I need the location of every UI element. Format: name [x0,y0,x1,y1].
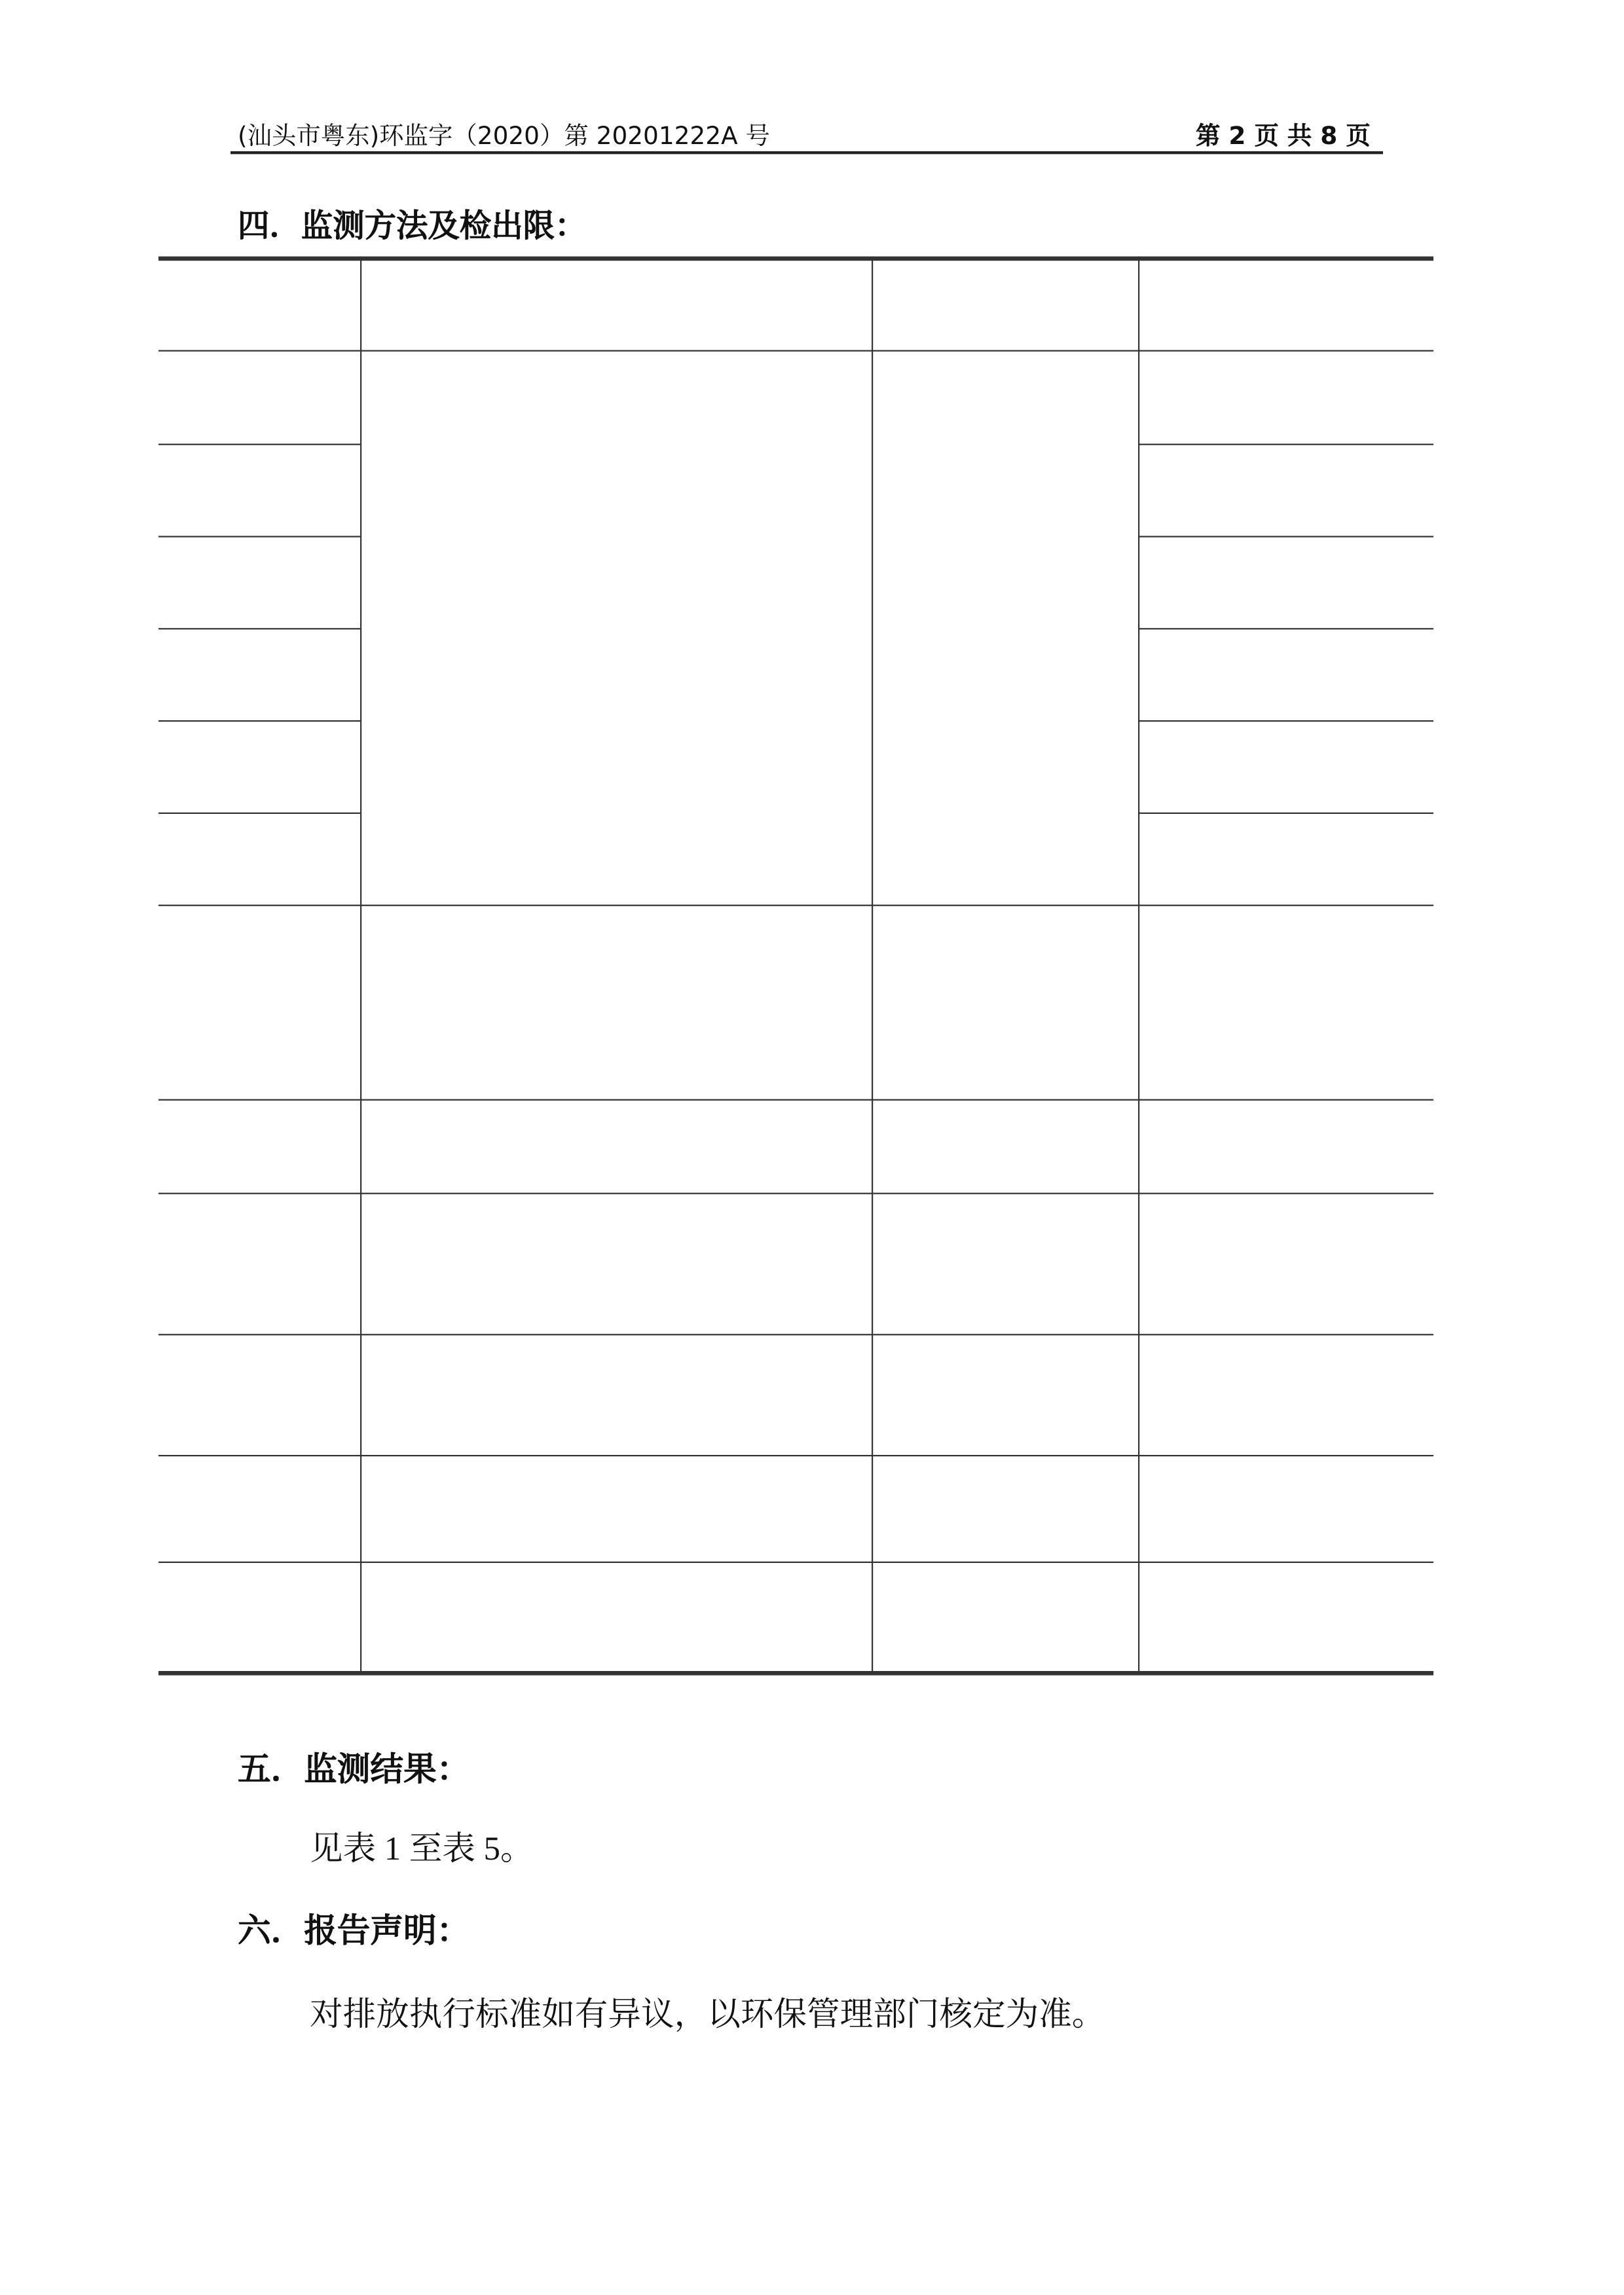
instrument-cell [872,1334,1138,1455]
method-cell [360,1455,872,1562]
detection-limit-cell [1138,1193,1433,1334]
detection-limit-cell [1138,905,1433,1099]
table-top-rule [158,257,1433,261]
section5-text: 见表 1 至表 5。 [310,1831,534,1867]
method-cell [360,1562,872,1671]
section6-title: 六．报告声明： [238,1913,470,1951]
instrument-cell [872,1099,1138,1193]
table-rule [158,628,360,629]
table-rule [1138,444,1433,445]
table-rule [158,1455,1433,1456]
column-divider [360,257,361,1671]
method-cell [360,350,872,905]
table-rule [158,1099,1433,1101]
factor-cell [158,628,360,720]
table-rule [158,1562,1433,1563]
document-number: (汕头市粤东)环监字（2020）第 20201222A 号 [238,122,770,151]
table-bottom-rule [158,1671,1433,1676]
section5-title: 五．监测结果： [238,1752,470,1790]
table-rule [158,1334,1433,1335]
table-rule [1138,628,1433,629]
table-rule [158,350,1433,352]
factor-cell [158,1193,360,1334]
detection-limit-cell [1138,1455,1433,1562]
detection-limit-cell [1138,813,1433,905]
table-rule [1138,720,1433,722]
table-rule [1138,536,1433,537]
table-rule [158,444,360,445]
instrument-cell [872,1562,1138,1671]
detection-limit-cell [1138,720,1433,813]
factor-cell [158,813,360,905]
method-cell [360,1334,872,1455]
detection-limit-cell [1138,350,1433,444]
section6-text: 对排放执行标准如有异议，以环保管理部门核定为准。 [310,1996,1105,2033]
detection-limit-cell [1138,444,1433,536]
factor-cell [158,1334,360,1455]
table-rule [158,905,1433,906]
factor-cell [158,1562,360,1671]
instrument-cell [872,1193,1138,1334]
instrument-cell [872,350,1138,905]
table-rule [158,813,360,814]
detection-limit-cell [1138,1334,1433,1455]
method-cell [360,1099,872,1193]
table-rule [158,1193,1433,1194]
table-rule [158,720,360,722]
detection-limit-cell [1138,536,1433,628]
instrument-cell [872,905,1138,1099]
method-cell [360,1193,872,1334]
factor-cell [158,1455,360,1562]
column-header [1138,261,1433,350]
detection-limit-cell [1138,628,1433,720]
method-table [158,257,1455,1680]
column-header [872,261,1138,350]
method-cell [360,905,872,1099]
table-rule [158,536,360,537]
detection-limit-cell [1138,1099,1433,1193]
table-rule [1138,813,1433,814]
instrument-cell [872,1455,1138,1562]
column-divider [1138,257,1139,1671]
factor-cell [158,350,360,444]
factor-cell [158,905,360,1099]
factor-cell [158,444,360,536]
column-header [360,261,872,350]
page-info: 第 2 页 共 8 页 [1196,122,1371,151]
column-header [158,261,360,350]
factor-cell [158,536,360,628]
section4-title: 四．监测方法及检出限： [238,209,587,245]
factor-cell [158,720,360,813]
column-divider [872,257,873,1671]
header-rule [231,151,1383,154]
factor-cell [158,1099,360,1193]
